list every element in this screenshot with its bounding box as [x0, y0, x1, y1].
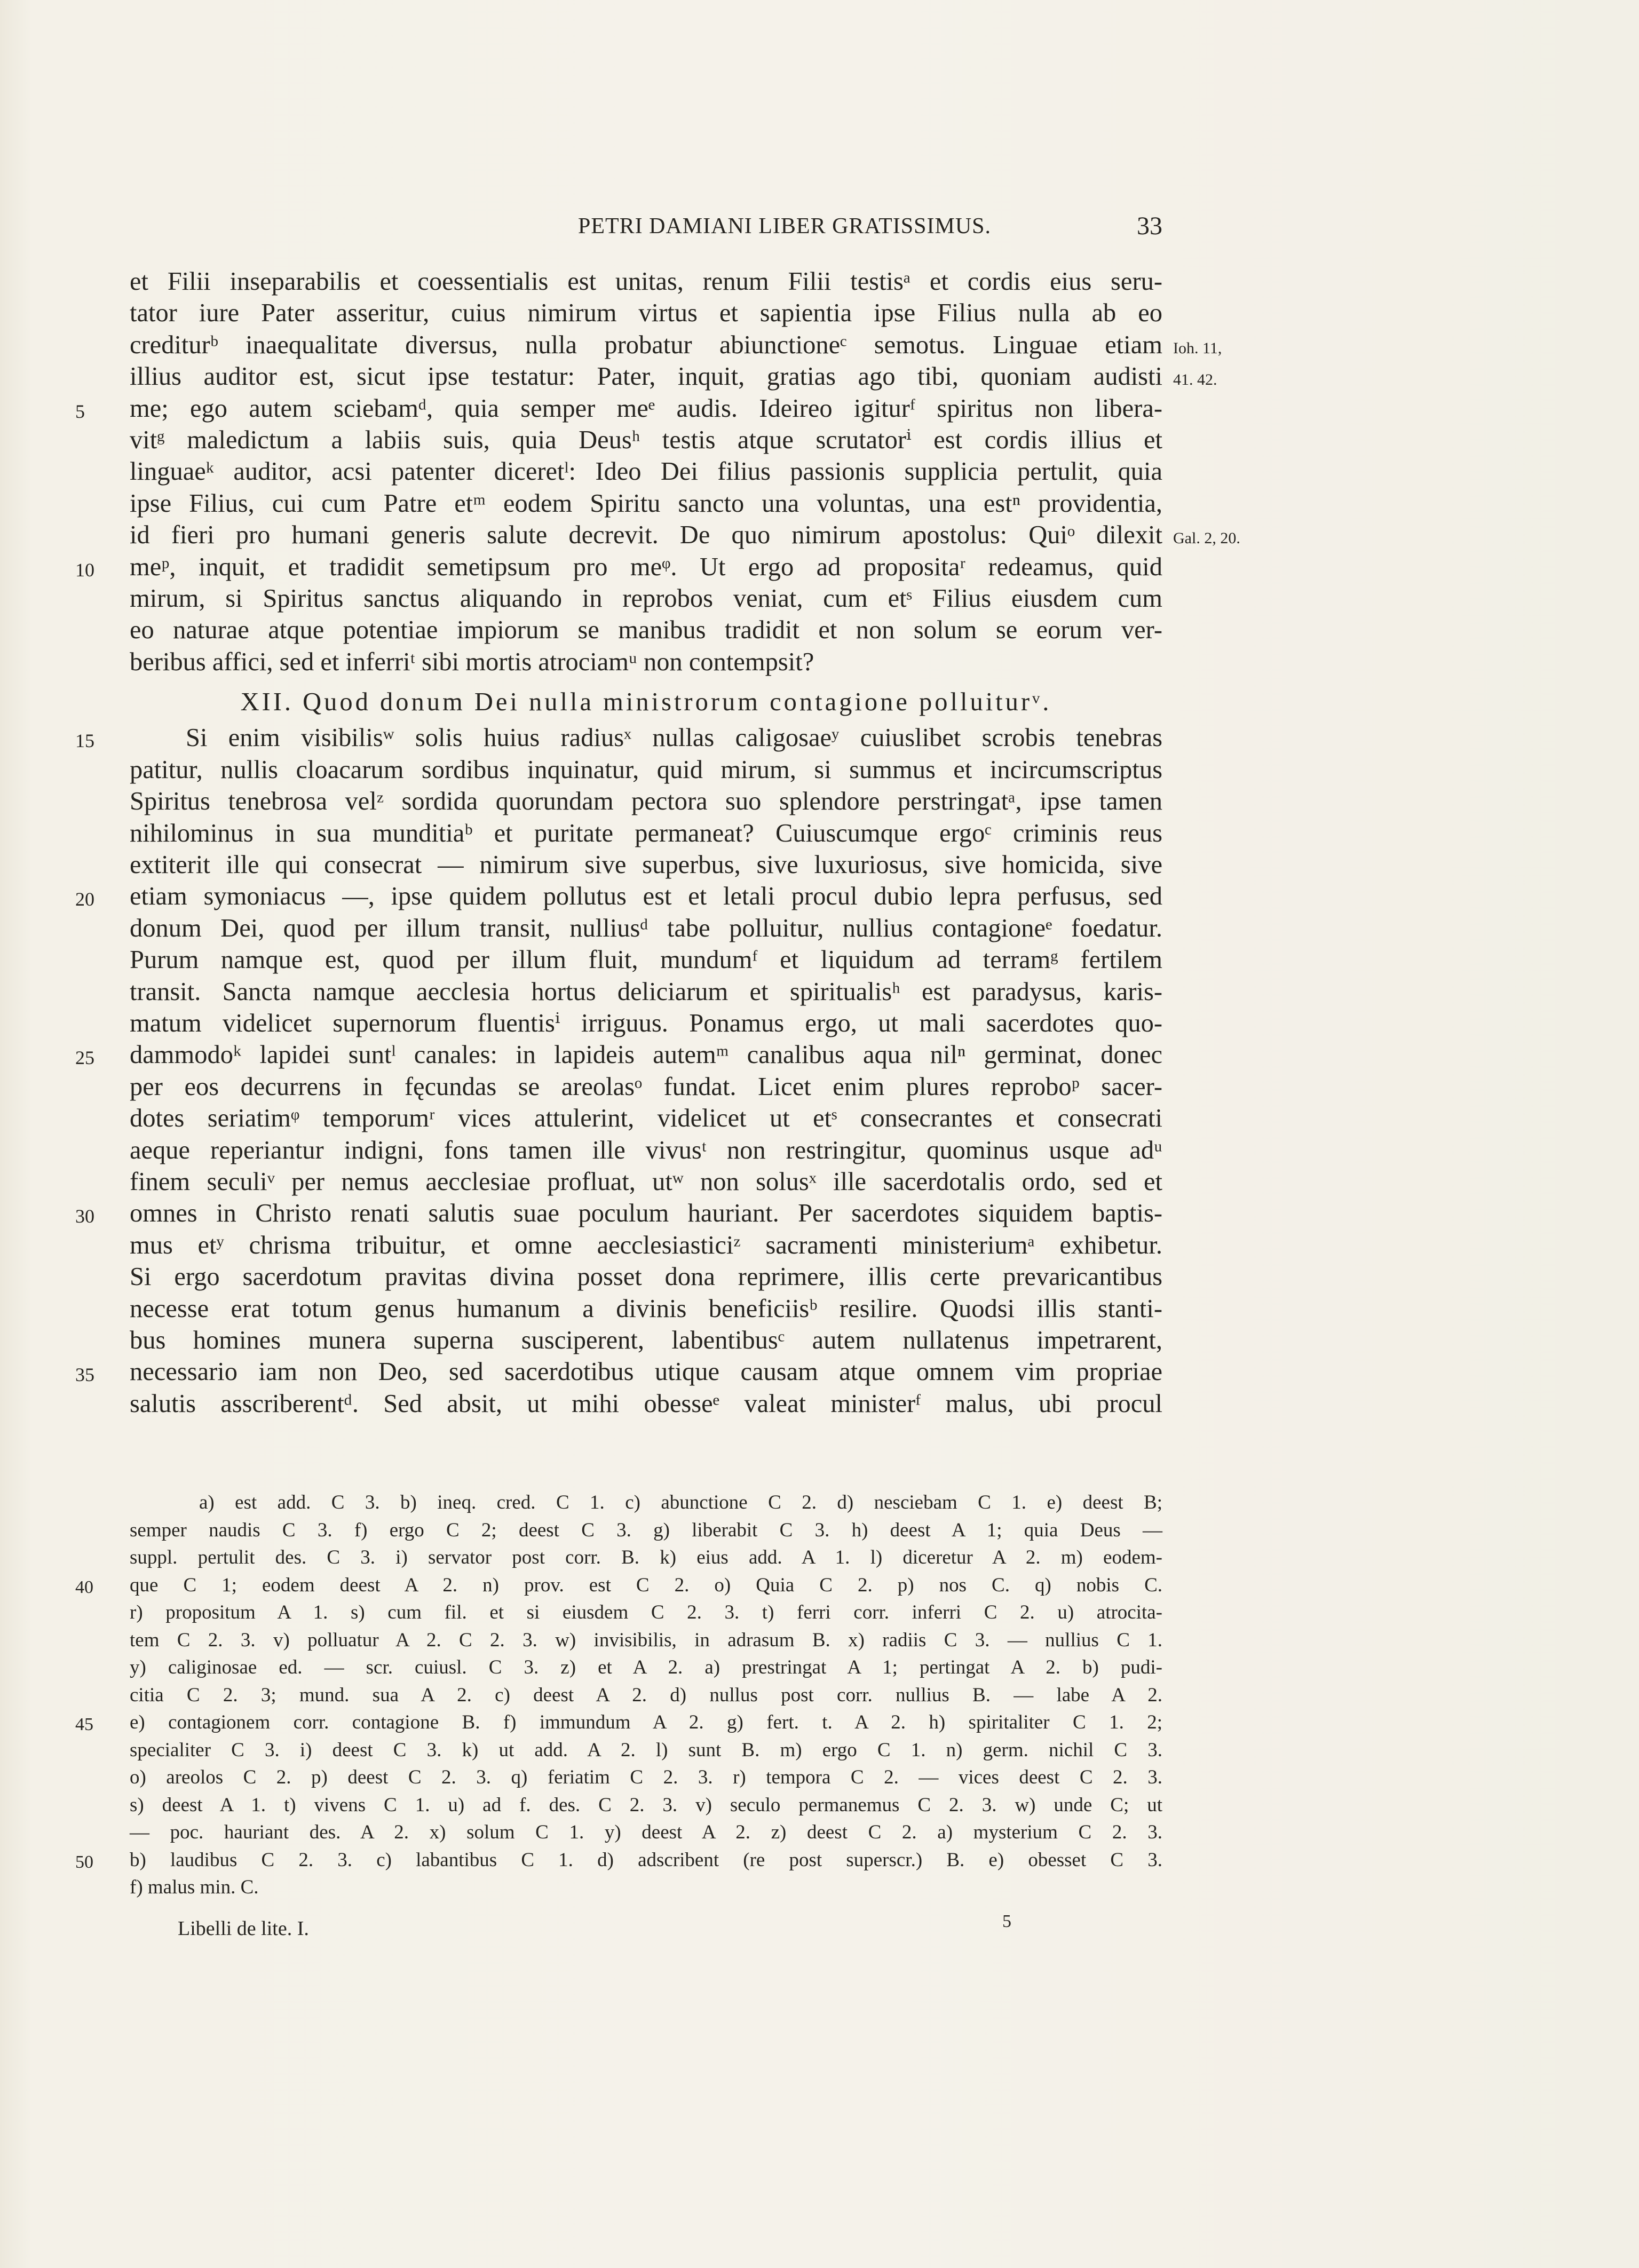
line-text: donum Dei, quod per illum transit, nulliusᵈ tabe polluitur, nullius contagioneᵉ foedatur. [130, 914, 1162, 942]
line-text: et Filii inseparabilis et coessentialis est unitas, renum Filii testisᵃ et cordis eius seru- [130, 267, 1162, 296]
text-line [75, 1356, 1162, 1387]
line-number: 40 [75, 1577, 93, 1597]
line-text: crediturᵇ inaequalitate diversus, nulla probatur abiunctioneᶜ semotus. Linguae etiam [130, 330, 1162, 359]
text-line [75, 551, 1162, 583]
note-line [130, 1819, 1162, 1846]
line-text: transit. Sancta namque aecclesia hortus deliciarum et spiritualisʰ est paradysus, karis- [130, 977, 1162, 1006]
note-line [130, 1544, 1162, 1572]
text-line [130, 754, 1162, 786]
note-line [130, 1599, 1162, 1627]
text-line [130, 818, 1162, 849]
text-line [130, 329, 1222, 361]
note-line [130, 1764, 1162, 1791]
line-text: f) malus min. C. [130, 1876, 259, 1898]
text-line [130, 1293, 1162, 1325]
line-text: specialiter C 3. i) deest C 3. k) ut add. A 2. l) sunt B. m) ergo C 1. n) germ. nichil C 3. [130, 1739, 1162, 1761]
text-line [130, 1166, 1162, 1198]
line-text: Si ergo sacerdotum pravitas divina posset dona reprimere, illis certe prevaricantibus [130, 1263, 1162, 1291]
text-line [130, 583, 1162, 614]
note-line [75, 1572, 1162, 1599]
line-text: e) contagionem corr. contagione B. f) immundum A 2. g) fert. t. A 2. h) spiritaliter C 1. 2; [130, 1711, 1162, 1733]
line-text: salutis asscriberentᵈ. Sed absit, ut mihi obesseᵉ valeat ministerᶠ malus, ubi procul [130, 1389, 1162, 1418]
margin-reference: Gal. 2, 20. [1173, 529, 1240, 548]
note-line [130, 1654, 1162, 1682]
line-text: — poc. hauriant des. A 2. x) solum C 1. y) deest A 2. z) deest C 2. a) mysterium C 2. 3. [130, 1821, 1162, 1843]
text-line [75, 722, 1162, 754]
line-text: extiterit ille qui consecrat — nimirum sive superbus, sive luxuriosus, sive homicida, sive [130, 851, 1162, 879]
note-line [130, 1489, 1162, 1517]
line-text: nihilominus in sua munditiaᵇ et puritate permaneat? Cuiuscumque ergoᶜ criminis reus [130, 819, 1162, 847]
text-line [130, 1103, 1162, 1134]
text-line [75, 1198, 1162, 1229]
text-line [130, 614, 1162, 646]
line-text: omnes in Christo renati salutis suae poculum hauriant. Per sacerdotes siquidem baptis- [130, 1199, 1162, 1228]
line-text: Purum namque est, quod per illum fluit, mundumᶠ et liquidum ad terramᵍ fertilem [130, 946, 1162, 974]
series-title: Libelli de lite. I. [178, 1917, 309, 1940]
text-line [130, 361, 1217, 392]
page-number: 33 [1137, 212, 1162, 240]
line-text: meᵖ, inquit, et tradidit semetipsum pro meᵠ. Ut ergo ad propositaʳ redeamus, quid [130, 552, 1162, 581]
text-line [130, 646, 1162, 678]
line-number: 45 [75, 1715, 93, 1734]
text-line [130, 976, 1162, 1008]
line-text: Si enim visibilisʷ solis huius radiusˣ nullas caligosaeʸ cuiuslibet scrobis tenebras [186, 724, 1162, 752]
line-text: ipse Filius, cui cum Patre etᵐ eodem Spiritu sancto una voluntas, una estⁿ providentia, [130, 489, 1162, 518]
note-line [75, 1709, 1162, 1736]
line-text: dammodoᵏ lapidei suntˡ canales: in lapideis autemᵐ canalibus aqua nilⁿ germinat, donec [130, 1041, 1162, 1069]
note-line [130, 1874, 1162, 1901]
text-line [130, 849, 1162, 881]
line-text: y) caliginosae ed. — scr. cuiusl. C 3. z) et A 2. a) prestringat A 1; pertingat A 2. b) pudi- [130, 1656, 1162, 1678]
text-line [130, 786, 1162, 817]
line-text: necesse erat totum genus humanum a divinis beneficiisᵇ resilire. Quodsi illis stanti- [130, 1294, 1162, 1323]
text-line [75, 1039, 1162, 1070]
line-text: etiam symoniacus —, ipse quidem pollutus est et letali procul dubio lepra perfusus, sed [130, 882, 1162, 911]
line-text: dotes seriatimᵠ temporumʳ vices attulerint, videlicet ut etˢ consecrantes et consecrati [130, 1104, 1162, 1133]
text-line [75, 393, 1162, 424]
line-text: b) laudibus C 2. 3. c) labantibus C 1. d) adscribent (re post superscr.) B. e) obesset C 3. [130, 1849, 1162, 1871]
line-number: 20 [75, 889, 94, 910]
text-line [130, 1388, 1162, 1420]
line-text: aeque reperiantur indigni, fons tamen ille vivusᵗ non restringitur, quominus usque adᵘ [130, 1136, 1162, 1164]
line-number: 10 [75, 559, 94, 581]
line-text: Spiritus tenebrosa velᶻ sordida quorundam pectora suo splendore perstringatᵃ, ipse tamen [130, 787, 1162, 816]
note-line [130, 1682, 1162, 1709]
text-line [130, 519, 1240, 551]
line-text: necessario iam non Deo, sed sacerdotibus utique causam atque omnem vim propriae [130, 1358, 1162, 1386]
text-line [130, 1230, 1162, 1261]
main-text [75, 266, 1240, 1420]
line-text: vitᵍ maledictum a labiis suis, quia Deusʰ testis atque scrutatorⁱ est cordis illius et [130, 425, 1162, 454]
line-text: patitur, nullis cloacarum sordibus inquinatur, quid mirum, si summus et incircumscriptus [130, 755, 1162, 784]
line-number: 5 [75, 400, 85, 422]
note-line [130, 1791, 1162, 1819]
line-text: que C 1; eodem deest A 2. n) prov. est C 2. o) Quia C 2. p) nos C. q) nobis C. [130, 1574, 1162, 1596]
line-text: per eos decurrens in fęcundas se areolasᵒ fundat. Licet enim plures reproboᵖ sacer- [130, 1072, 1162, 1101]
note-line [130, 1736, 1162, 1764]
note-line [130, 1517, 1162, 1544]
running-title: PETRI DAMIANI LIBER GRATISSIMUS. [577, 214, 992, 239]
line-text: matum videlicet supernorum fluentisⁱ irriguus. Ponamus ergo, ut mali sacerdotes quo- [130, 1009, 1162, 1037]
critical-apparatus [75, 1489, 1162, 1901]
line-number: 35 [75, 1364, 94, 1386]
text-line [130, 1008, 1162, 1039]
line-text: tem C 2. 3. v) polluatur A 2. C 2. 3. w) invisibilis, in adrasum B. x) radiis C 3. — nullius C 1. [130, 1629, 1162, 1651]
line-text: finem seculiᵛ per nemus aecclesiae profluat, utʷ non solusˣ ille sacerdotalis ordo, sed et [130, 1167, 1162, 1196]
line-text: linguaeᵏ auditor, acsi patenter diceretˡ: Ideo Dei filius passionis supplicia pertulit, quia [130, 457, 1162, 486]
line-text: a) est add. C 3. b) ineq. cred. C 1. c) abunctione C 2. d) nesciebam C 1. e) deest B; [199, 1492, 1162, 1513]
text-line [130, 1325, 1162, 1356]
line-text: semper naudis C 3. f) ergo C 2; deest C 3. g) liberabit C 3. h) deest A 1; quia Deus — [130, 1519, 1162, 1541]
line-text: o) areolos C 2. p) deest C 2. 3. q) feriatim C 2. 3. r) tempora C 2. — vices deest C 2. 3. [130, 1766, 1162, 1788]
text-line [130, 488, 1162, 519]
line-text: suppl. pertulit des. C 3. i) servator post corr. B. k) eius add. A 1. l) diceretur A 2. m) eodem- [130, 1547, 1162, 1568]
line-text: tator iure Pater asseritur, cuius nimirum virtus et sapientia ipse Filius nulla ab eo [130, 299, 1162, 328]
line-text: bus homines munera superna susciperent, labentibusᶜ autem nullatenus impetrarent, [130, 1326, 1162, 1354]
line-text: eo naturae atque potentiae impiorum se manibus tradidit et non solum se eorum ver- [130, 616, 1162, 645]
line-text: id fieri pro humani generis salute decrevit. De quo nimirum apostolus: Quiᵒ dilexit [130, 521, 1162, 550]
text-line [130, 1071, 1162, 1103]
line-text: mus etʸ chrisma tribuitur, et omne aecclesiasticiᶻ sacramenti ministeriumᵃ exhibetur. [130, 1231, 1162, 1259]
text-line [130, 913, 1162, 944]
line-text: me; ego autem sciebamᵈ, quia semper meᵉ audis. Ideireo igiturᶠ spiritus non libera- [130, 394, 1162, 423]
line-text: s) deest A 1. t) vivens C 1. u) ad f. des. C 2. 3. v) seculo permanemus C 2. 3. w) unde C; ut [130, 1794, 1162, 1816]
line-text: r) propositum A 1. s) cum fil. et si eiusdem C 2. 3. t) ferri corr. inferri C 2. u) atrocita- [130, 1601, 1162, 1623]
text-line [130, 266, 1162, 297]
signature-mark: 5 [1002, 1912, 1011, 1931]
line-number: 15 [75, 730, 94, 752]
text-line [130, 1261, 1162, 1292]
section-heading: XII. Quod donum Dei nulla ministrorum contagione polluiturᵛ. [240, 688, 1052, 717]
line-number: 25 [75, 1047, 94, 1069]
margin-reference: 41. 42. [1173, 371, 1217, 389]
text-line [130, 1135, 1162, 1166]
line-text: citia C 2. 3; mund. sua A 2. c) deest A 2. d) nullus post corr. nullius B. — labe A 2. [130, 1684, 1162, 1706]
line-text: beribus affici, sed et inferriᵗ sibi mortis atrociamᵘ non contempsit? [130, 647, 814, 676]
line-text: mirum, si Spiritus sanctus aliquando in reprobos veniat, cum etˢ Filius eiusdem cum [130, 584, 1162, 613]
text-line [75, 881, 1162, 912]
line-number: 30 [75, 1206, 94, 1227]
text-line [130, 424, 1162, 456]
line-number: 50 [75, 1852, 93, 1872]
text-line [130, 456, 1162, 487]
note-line [75, 1846, 1162, 1874]
margin-reference: Ioh. 11, [1173, 339, 1222, 357]
text-line [130, 944, 1162, 976]
text-line [130, 297, 1162, 329]
line-text: illius auditor est, sicut ipse testatur: Pater, inquit, gratias ago tibi, quoniam audisti [130, 362, 1162, 391]
note-line [130, 1627, 1162, 1654]
